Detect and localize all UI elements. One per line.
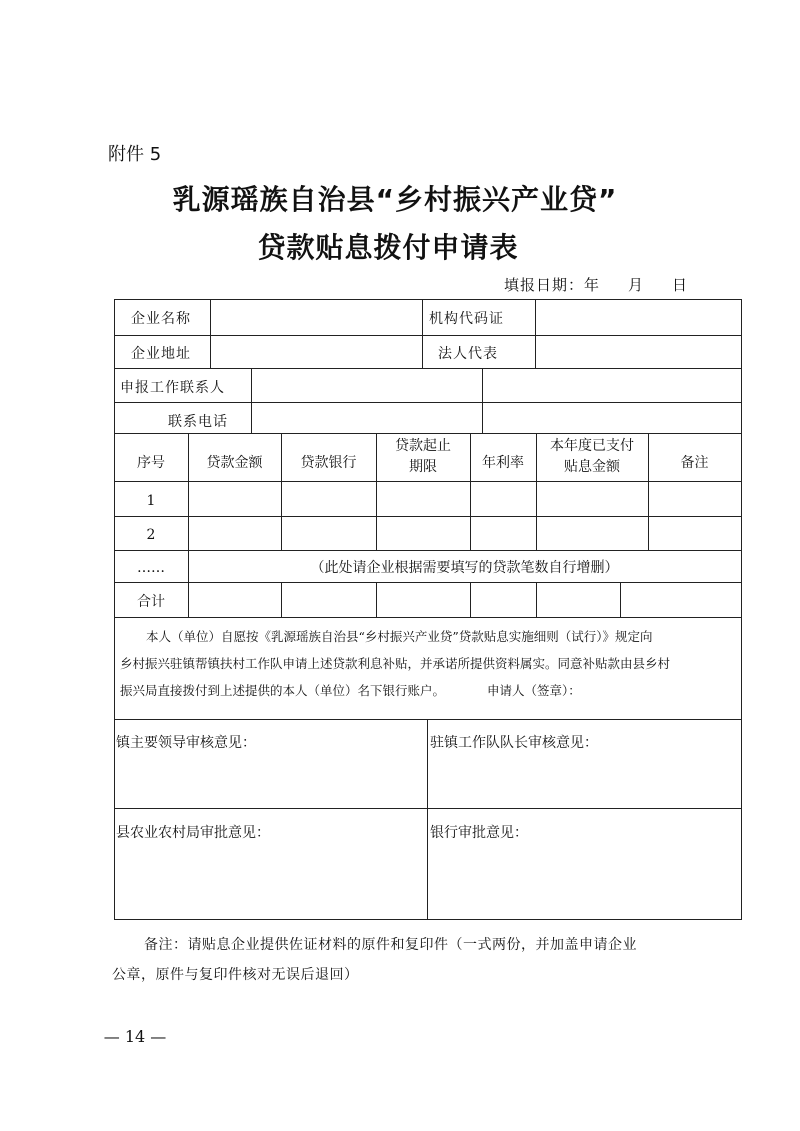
- application-form-table: [114, 299, 742, 920]
- footnote: [112, 930, 702, 990]
- col-header-rate: 年利率: [482, 455, 524, 471]
- ellipsis-note: （此处请企业根据需要填写的贷款笔数自行增删）: [310, 560, 619, 576]
- col-header-paid-1: 本年度已支付: [550, 438, 634, 454]
- company-name-label: 企业名称: [131, 311, 191, 327]
- table-rule: [281, 433, 282, 550]
- declaration-line2: 乡村振兴驻镇帮镇扶村工作队申请上述贷款利息补贴，并承诺所提供资料属实。同意补贴款由县乡村: [120, 656, 671, 671]
- col-header-amount: 贷款金额: [206, 455, 263, 471]
- table-rule: [114, 402, 742, 403]
- table-rule: [422, 299, 423, 368]
- table-rule: [114, 582, 742, 583]
- col-header-bank: 贷款银行: [300, 455, 357, 471]
- col-header-paid-2: 贴息金额: [564, 459, 620, 475]
- attachment-label: 附件 5: [108, 144, 162, 165]
- table-rule: [620, 582, 621, 617]
- table-border-top: [114, 299, 742, 300]
- declaration-line3-text: 振兴局直接拨付到上述提供的本人（单位）名下银行账户。: [120, 683, 446, 698]
- table-rule: [536, 582, 537, 617]
- fill-date-month: 月: [627, 276, 644, 294]
- table-rule: [648, 433, 649, 550]
- table-rule: [281, 582, 282, 617]
- row-index-1: 1: [146, 493, 156, 509]
- table-rule: [114, 550, 742, 551]
- applicant-signature-label: 申请人（签章）：: [487, 683, 581, 698]
- row-ellipsis: ……: [137, 560, 165, 576]
- table-rule: [114, 617, 742, 618]
- table-rule: [210, 299, 211, 368]
- table-rule: [376, 582, 377, 617]
- table-rule: [114, 368, 742, 369]
- table-rule: [114, 335, 742, 336]
- fill-date-day: 日: [671, 276, 688, 294]
- footnote-line1: 备注：请贴息企业提供佐证材料的原件和复印件（一式两份，并加盖申请企业: [144, 937, 637, 953]
- table-border-right: [741, 299, 742, 920]
- table-rule: [114, 719, 742, 720]
- row-index-2: 2: [146, 527, 156, 543]
- table-rule: [470, 582, 471, 617]
- fill-date-label: 填报日期：年: [503, 276, 600, 294]
- col-header-remark: 备注: [680, 455, 709, 471]
- org-code-label: 机构代码证: [429, 311, 504, 327]
- town-leader-opinion-label: 镇主要领导审核意见：: [116, 735, 256, 751]
- agri-bureau-opinion-label: 县农业农村局审批意见：: [116, 825, 270, 841]
- page-number: — 14 —: [103, 1027, 167, 1046]
- bank-opinion-label: 银行审批意见：: [430, 825, 528, 841]
- form-title-line1: 乳源瑶族自治县“乡村振兴产业贷”: [172, 183, 618, 216]
- company-address-label: 企业地址: [131, 346, 191, 362]
- col-header-period-2: 期限: [409, 459, 437, 475]
- fill-date: [504, 274, 688, 295]
- table-rule: [535, 299, 536, 368]
- table-rule: [470, 433, 471, 550]
- declaration-line3: [120, 677, 736, 704]
- declaration-line1: 本人（单位）自愿按《乳源瑶族自治县“乡村振兴产业贷”贷款贴息实施细则（试行）》规定向: [146, 629, 653, 644]
- form-title-line2: 贷款贴息拨付申请表: [257, 231, 519, 264]
- legal-rep-label: 法人代表: [438, 346, 498, 362]
- table-rule: [427, 719, 428, 919]
- col-header-index: 序号: [137, 455, 165, 471]
- table-rule: [482, 368, 483, 433]
- team-leader-opinion-label: 驻镇工作队队长审核意见：: [430, 735, 598, 751]
- table-rule: [251, 368, 252, 433]
- contact-phone-label: 联系电话: [168, 414, 228, 430]
- total-label: 合计: [137, 594, 165, 610]
- table-rule: [114, 808, 742, 809]
- contact-person-label: 申报工作联系人: [120, 380, 225, 396]
- footnote-line2: 公章，原件与复印件核对无误后退回）: [112, 967, 359, 983]
- col-header-period-1: 贷款起止: [395, 438, 451, 454]
- table-border-bottom: [114, 919, 742, 920]
